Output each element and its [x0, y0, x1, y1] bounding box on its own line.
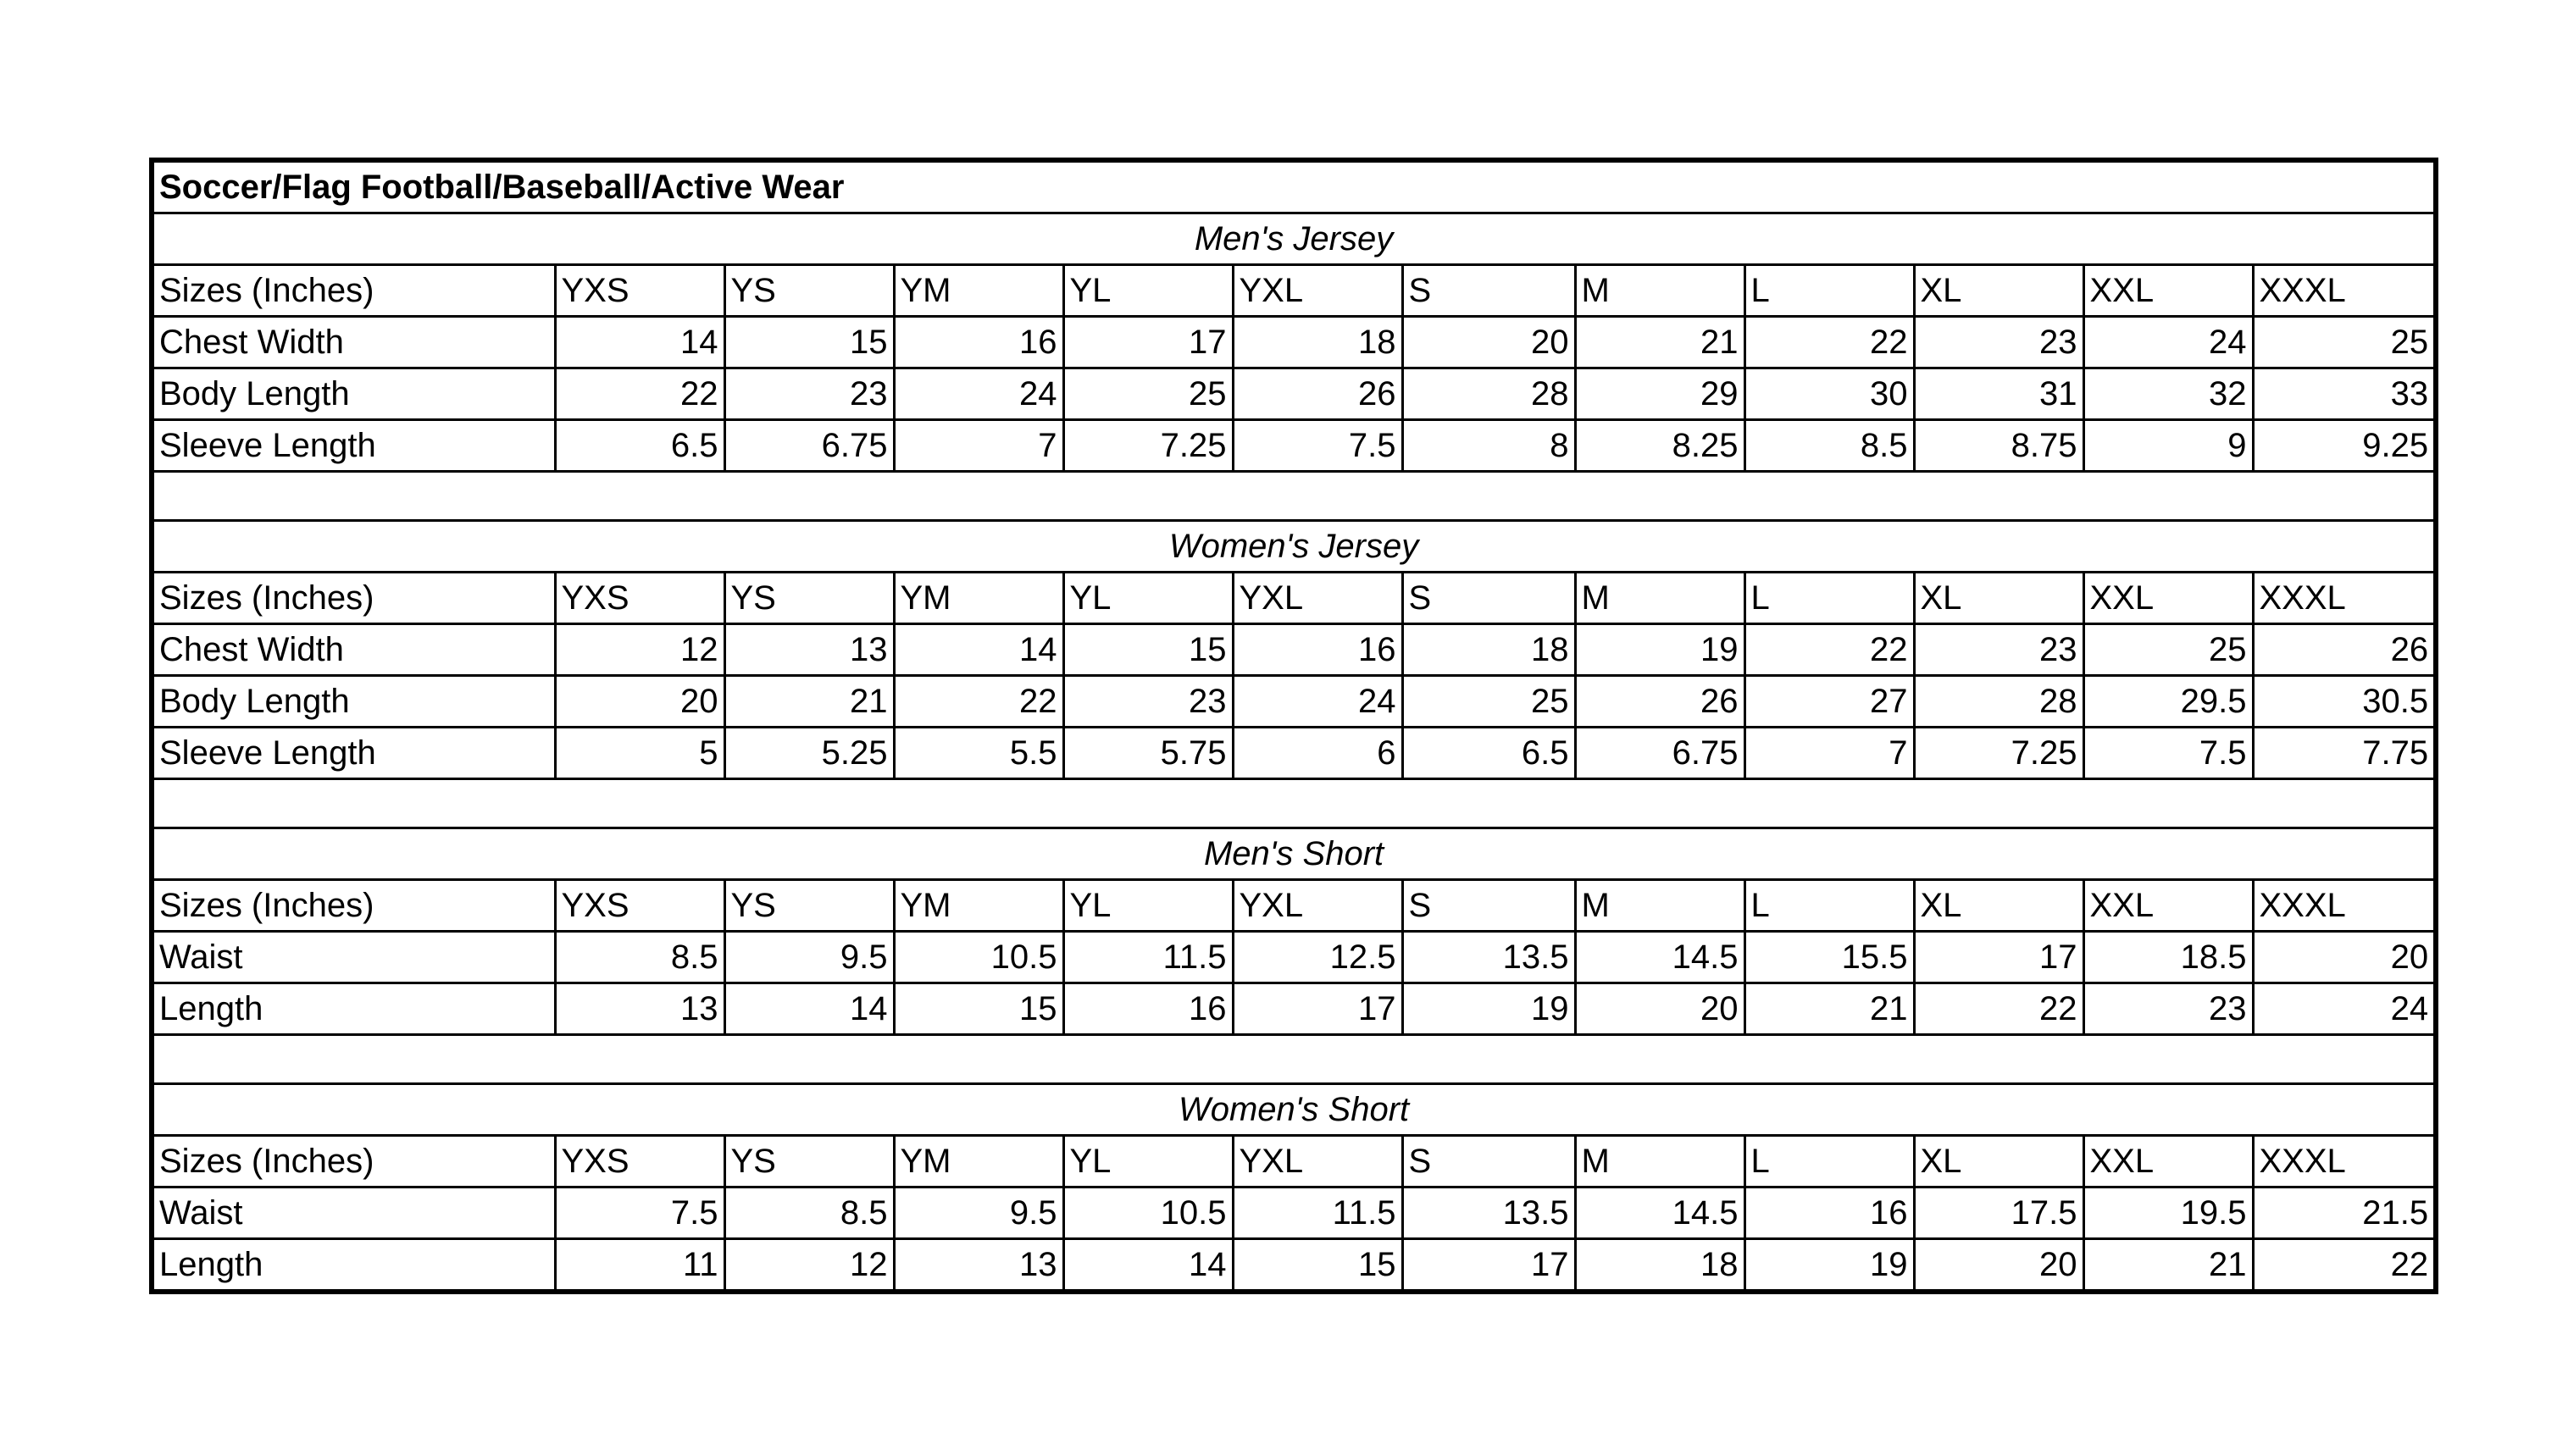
row-label: Sizes (Inches) — [152, 880, 555, 932]
measurement-cell: 7.25 — [1063, 420, 1233, 472]
measurement-cell: 20 — [555, 676, 724, 728]
measurement-cell: 10.5 — [1063, 1187, 1233, 1239]
measurement-cell: 19 — [1744, 1239, 1914, 1293]
measurement-cell: 7.75 — [2253, 728, 2436, 779]
measurement-cell: 6 — [1233, 728, 1402, 779]
spacer-cell — [152, 1035, 2436, 1084]
measurement-cell: 17 — [1914, 932, 2083, 983]
size-header-cell: M — [1575, 265, 1744, 317]
size-header-cell: YXL — [1233, 265, 1402, 317]
measurement-cell: 28 — [1914, 676, 2083, 728]
size-header-row — [152, 1136, 2436, 1187]
measurement-cell: 24 — [894, 368, 1063, 420]
measurement-cell: 18 — [1402, 624, 1575, 676]
measurement-cell: 25 — [1402, 676, 1575, 728]
measurement-cell: 5.5 — [894, 728, 1063, 779]
measurement-cell: 6.5 — [555, 420, 724, 472]
measurement-cell: 20 — [1575, 983, 1744, 1035]
spacer-cell — [152, 472, 2436, 521]
chart-title: Soccer/Flag Football/Baseball/Active Wear — [152, 160, 2436, 213]
row-label: Chest Width — [152, 624, 555, 676]
measurement-cell: 30 — [1744, 368, 1914, 420]
size-header-cell: XXL — [2083, 573, 2253, 624]
measurement-cell: 23 — [1914, 317, 2083, 368]
measurement-cell: 14.5 — [1575, 1187, 1744, 1239]
row-label: Sizes (Inches) — [152, 573, 555, 624]
measurement-cell: 20 — [2253, 932, 2436, 983]
row-label: Length — [152, 983, 555, 1035]
size-header-cell: L — [1744, 1136, 1914, 1187]
row-label: Sizes (Inches) — [152, 1136, 555, 1187]
measurement-cell: 8.5 — [724, 1187, 894, 1239]
size-header-cell: S — [1402, 573, 1575, 624]
measurement-cell: 30.5 — [2253, 676, 2436, 728]
measurement-cell: 16 — [1233, 624, 1402, 676]
size-header-cell: YM — [894, 880, 1063, 932]
size-header-cell: M — [1575, 573, 1744, 624]
measurement-cell: 17 — [1402, 1239, 1575, 1293]
row-label: Body Length — [152, 676, 555, 728]
size-header-cell: YXS — [555, 265, 724, 317]
measurement-cell: 22 — [1744, 624, 1914, 676]
size-header-cell: L — [1744, 265, 1914, 317]
measurement-cell: 19 — [1402, 983, 1575, 1035]
measurement-cell: 22 — [1914, 983, 2083, 1035]
size-header-cell: YL — [1063, 573, 1233, 624]
size-header-cell: YS — [724, 1136, 894, 1187]
measurement-cell: 14 — [1063, 1239, 1233, 1293]
size-header-cell: YS — [724, 265, 894, 317]
table-row — [152, 728, 2436, 779]
measurement-cell: 25 — [1063, 368, 1233, 420]
measurement-cell: 18.5 — [2083, 932, 2253, 983]
size-header-cell: YXS — [555, 1136, 724, 1187]
measurement-cell: 19 — [1575, 624, 1744, 676]
size-header-cell: YS — [724, 573, 894, 624]
measurement-cell: 11 — [555, 1239, 724, 1293]
measurement-cell: 22 — [555, 368, 724, 420]
measurement-cell: 15 — [1233, 1239, 1402, 1293]
size-header-cell: YXL — [1233, 573, 1402, 624]
size-header-cell: L — [1744, 880, 1914, 932]
spacer-row — [152, 1035, 2436, 1084]
size-header-cell: XXL — [2083, 1136, 2253, 1187]
measurement-cell: 7.5 — [1233, 420, 1402, 472]
measurement-cell: 7.5 — [555, 1187, 724, 1239]
measurement-cell: 23 — [1914, 624, 2083, 676]
measurement-cell: 14 — [894, 624, 1063, 676]
row-label: Body Length — [152, 368, 555, 420]
measurement-cell: 22 — [1744, 317, 1914, 368]
row-label: Length — [152, 1239, 555, 1293]
measurement-cell: 8.5 — [555, 932, 724, 983]
measurement-cell: 16 — [1063, 983, 1233, 1035]
measurement-cell: 17 — [1233, 983, 1402, 1035]
size-header-cell: XL — [1914, 1136, 2083, 1187]
measurement-cell: 13 — [724, 624, 894, 676]
measurement-cell: 9.5 — [894, 1187, 1063, 1239]
section-title-row — [152, 213, 2436, 265]
measurement-cell: 16 — [1744, 1187, 1914, 1239]
measurement-cell: 11.5 — [1233, 1187, 1402, 1239]
table-row — [152, 1239, 2436, 1293]
size-chart-table — [149, 158, 2438, 1294]
measurement-cell: 31 — [1914, 368, 2083, 420]
measurement-cell: 13.5 — [1402, 1187, 1575, 1239]
measurement-cell: 12 — [724, 1239, 894, 1293]
row-label: Sleeve Length — [152, 728, 555, 779]
table-row — [152, 368, 2436, 420]
measurement-cell: 21.5 — [2253, 1187, 2436, 1239]
table-row — [152, 932, 2436, 983]
table-row — [152, 624, 2436, 676]
measurement-cell: 23 — [1063, 676, 1233, 728]
measurement-cell: 15 — [894, 983, 1063, 1035]
measurement-cell: 8.75 — [1914, 420, 2083, 472]
measurement-cell: 29.5 — [2083, 676, 2253, 728]
measurement-cell: 23 — [2083, 983, 2253, 1035]
table-row — [152, 983, 2436, 1035]
measurement-cell: 15.5 — [1744, 932, 1914, 983]
size-header-cell: XXL — [2083, 880, 2253, 932]
measurement-cell: 5 — [555, 728, 724, 779]
size-header-cell: S — [1402, 880, 1575, 932]
measurement-cell: 20 — [1402, 317, 1575, 368]
size-header-cell: M — [1575, 1136, 1744, 1187]
measurement-cell: 18 — [1233, 317, 1402, 368]
measurement-cell: 33 — [2253, 368, 2436, 420]
measurement-cell: 26 — [1575, 676, 1744, 728]
size-header-cell: XXL — [2083, 265, 2253, 317]
measurement-cell: 6.75 — [1575, 728, 1744, 779]
table-row — [152, 676, 2436, 728]
measurement-cell: 17 — [1063, 317, 1233, 368]
measurement-cell: 6.5 — [1402, 728, 1575, 779]
measurement-cell: 21 — [1575, 317, 1744, 368]
measurement-cell: 18 — [1575, 1239, 1744, 1293]
measurement-cell: 9.5 — [724, 932, 894, 983]
size-header-cell: YM — [894, 265, 1063, 317]
row-label: Waist — [152, 932, 555, 983]
measurement-cell: 29 — [1575, 368, 1744, 420]
row-label: Chest Width — [152, 317, 555, 368]
measurement-cell: 15 — [1063, 624, 1233, 676]
size-chart-body — [152, 160, 2436, 1292]
size-header-cell: YXS — [555, 880, 724, 932]
section-title-row — [152, 1084, 2436, 1136]
section-title: Men's Jersey — [152, 213, 2436, 265]
size-header-cell: XXXL — [2253, 265, 2436, 317]
measurement-cell: 15 — [724, 317, 894, 368]
measurement-cell: 12.5 — [1233, 932, 1402, 983]
measurement-cell: 25 — [2083, 624, 2253, 676]
measurement-cell: 23 — [724, 368, 894, 420]
size-header-cell: XL — [1914, 880, 2083, 932]
measurement-cell: 21 — [1744, 983, 1914, 1035]
size-header-cell: XXXL — [2253, 880, 2436, 932]
measurement-cell: 7 — [894, 420, 1063, 472]
measurement-cell: 8.25 — [1575, 420, 1744, 472]
table-row — [152, 317, 2436, 368]
measurement-cell: 32 — [2083, 368, 2253, 420]
size-header-cell: XXXL — [2253, 573, 2436, 624]
measurement-cell: 19.5 — [2083, 1187, 2253, 1239]
section-title-row — [152, 521, 2436, 573]
measurement-cell: 16 — [894, 317, 1063, 368]
size-header-cell: XL — [1914, 265, 2083, 317]
size-header-cell: M — [1575, 880, 1744, 932]
measurement-cell: 17.5 — [1914, 1187, 2083, 1239]
section-title: Women's Short — [152, 1084, 2436, 1136]
size-header-cell: YS — [724, 880, 894, 932]
measurement-cell: 25 — [2253, 317, 2436, 368]
measurement-cell: 14 — [555, 317, 724, 368]
measurement-cell: 26 — [2253, 624, 2436, 676]
row-label: Sizes (Inches) — [152, 265, 555, 317]
measurement-cell: 7.25 — [1914, 728, 2083, 779]
section-title: Men's Short — [152, 828, 2436, 880]
size-header-cell: YM — [894, 573, 1063, 624]
measurement-cell: 22 — [894, 676, 1063, 728]
measurement-cell: 10.5 — [894, 932, 1063, 983]
spacer-row — [152, 472, 2436, 521]
section-title: Women's Jersey — [152, 521, 2436, 573]
row-label: Waist — [152, 1187, 555, 1239]
size-header-cell: YL — [1063, 265, 1233, 317]
measurement-cell: 21 — [2083, 1239, 2253, 1293]
measurement-cell: 24 — [1233, 676, 1402, 728]
measurement-cell: 21 — [724, 676, 894, 728]
measurement-cell: 24 — [2253, 983, 2436, 1035]
measurement-cell: 11.5 — [1063, 932, 1233, 983]
measurement-cell: 14.5 — [1575, 932, 1744, 983]
size-header-cell: S — [1402, 1136, 1575, 1187]
measurement-cell: 22 — [2253, 1239, 2436, 1293]
size-header-cell: YXL — [1233, 1136, 1402, 1187]
title-row — [152, 160, 2436, 213]
measurement-cell: 28 — [1402, 368, 1575, 420]
measurement-cell: 12 — [555, 624, 724, 676]
size-header-cell: XL — [1914, 573, 2083, 624]
size-header-cell: XXXL — [2253, 1136, 2436, 1187]
measurement-cell: 13 — [555, 983, 724, 1035]
measurement-cell: 13 — [894, 1239, 1063, 1293]
measurement-cell: 27 — [1744, 676, 1914, 728]
size-header-cell: YL — [1063, 1136, 1233, 1187]
section-title-row — [152, 828, 2436, 880]
measurement-cell: 6.75 — [724, 420, 894, 472]
measurement-cell: 5.75 — [1063, 728, 1233, 779]
spacer-cell — [152, 779, 2436, 828]
size-header-cell: S — [1402, 265, 1575, 317]
measurement-cell: 7 — [1744, 728, 1914, 779]
measurement-cell: 8 — [1402, 420, 1575, 472]
measurement-cell: 8.5 — [1744, 420, 1914, 472]
measurement-cell: 26 — [1233, 368, 1402, 420]
measurement-cell: 24 — [2083, 317, 2253, 368]
size-header-cell: L — [1744, 573, 1914, 624]
measurement-cell: 9 — [2083, 420, 2253, 472]
table-row — [152, 1187, 2436, 1239]
row-label: Sleeve Length — [152, 420, 555, 472]
size-header-row — [152, 573, 2436, 624]
size-header-cell: YM — [894, 1136, 1063, 1187]
size-header-cell: YXS — [555, 573, 724, 624]
size-header-row — [152, 880, 2436, 932]
measurement-cell: 14 — [724, 983, 894, 1035]
size-header-row — [152, 265, 2436, 317]
size-header-cell: YL — [1063, 880, 1233, 932]
measurement-cell: 13.5 — [1402, 932, 1575, 983]
measurement-cell: 7.5 — [2083, 728, 2253, 779]
measurement-cell: 9.25 — [2253, 420, 2436, 472]
size-header-cell: YXL — [1233, 880, 1402, 932]
measurement-cell: 5.25 — [724, 728, 894, 779]
table-row — [152, 420, 2436, 472]
measurement-cell: 20 — [1914, 1239, 2083, 1293]
spacer-row — [152, 779, 2436, 828]
